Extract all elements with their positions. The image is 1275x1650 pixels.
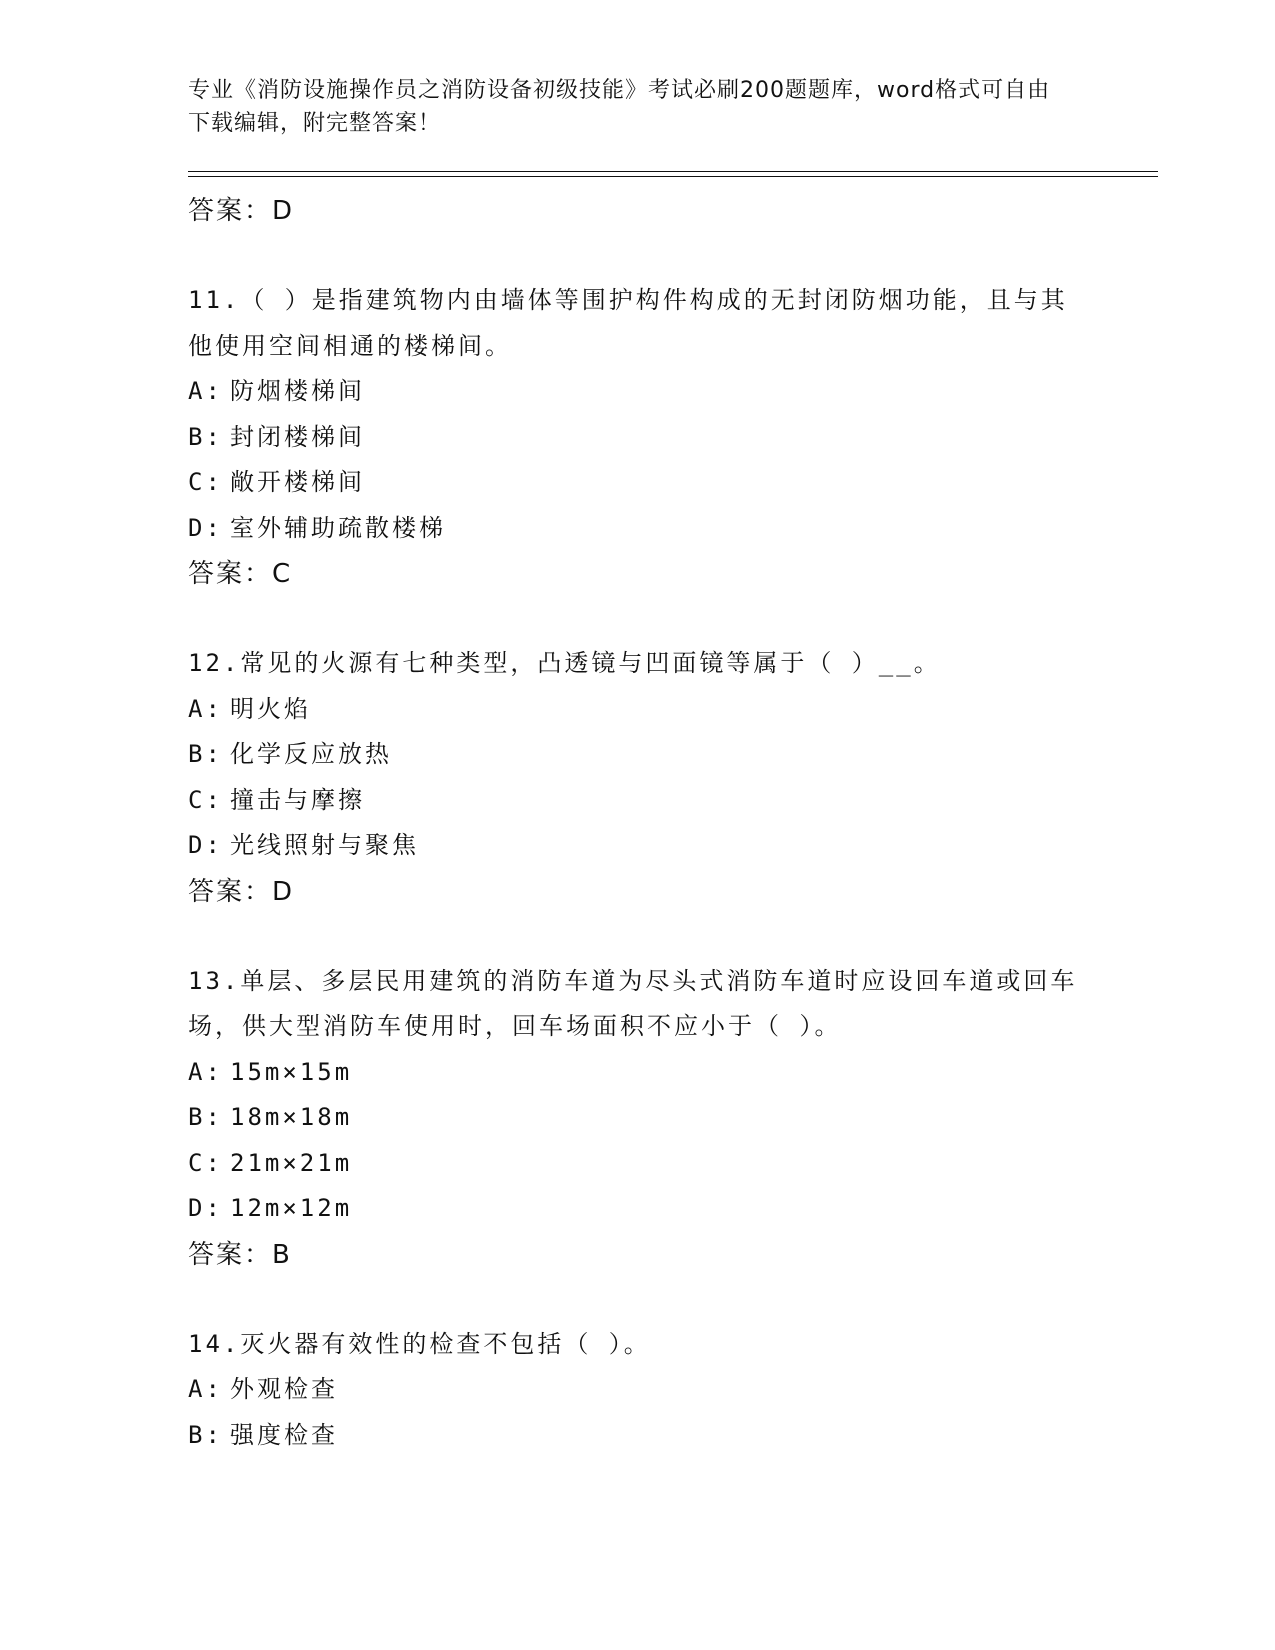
option-text: 撞击与摩擦 [230, 785, 365, 814]
option-a [188, 369, 1088, 415]
option-c [188, 1141, 1088, 1187]
header-rule-bottom [188, 176, 1158, 177]
option-text: 防烟楼梯间 [230, 377, 365, 405]
option-text: 外观检查 [230, 1375, 338, 1403]
document-header: 专业《消防设施操作员之消防设备初级技能》考试必刷200题题库，word格式可自由下载编辑，附完整答案！ [188, 78, 1051, 136]
option-key: B: [188, 1420, 223, 1449]
question-stem: 11.（ ）是指建筑物内由墙体等围护构件构成的无封闭防烟功能，且与其他使用空间相通的楼梯间。 [188, 286, 1068, 360]
option-key: B: [188, 422, 223, 451]
option-text: 封闭楼梯间 [230, 422, 365, 451]
option-text: 化学反应放热 [230, 740, 392, 768]
option-key: D: [188, 831, 223, 859]
option-key: D: [188, 1194, 223, 1222]
option-text: 明火焰 [230, 694, 311, 723]
question-list [188, 188, 1088, 1458]
option-key: C: [188, 785, 223, 814]
option-b [188, 1413, 1088, 1459]
option-key: B: [188, 1103, 223, 1131]
question-14 [188, 1322, 1088, 1459]
option-text: 15m×15m [230, 1057, 353, 1086]
option-text: 室外辅助疏散楼梯 [230, 513, 446, 542]
option-b [188, 732, 1088, 778]
option-a [188, 1050, 1088, 1096]
question-answer: 答案：D [188, 876, 295, 907]
question-stem: 14.灭火器有效性的检查不包括（ ）。 [188, 1329, 651, 1358]
question-11 [188, 278, 1088, 597]
question-13 [188, 959, 1088, 1278]
question-answer: 答案：C [188, 559, 293, 589]
option-key: A: [188, 1057, 223, 1086]
previous-answer: 答案：D [188, 196, 295, 226]
option-d [188, 823, 1088, 869]
option-key: C: [188, 1148, 223, 1177]
option-text: 18m×18m [230, 1103, 353, 1131]
option-c [188, 460, 1088, 506]
option-text: 强度检查 [230, 1420, 338, 1449]
option-b [188, 1095, 1088, 1141]
question-stem: 12.常见的火源有七种类型，凸透镜与凹面镜等属于（ ）__。 [188, 649, 941, 677]
option-key: A: [188, 377, 223, 405]
option-text: 光线照射与聚焦 [230, 831, 419, 859]
option-text: 敞开楼梯间 [230, 468, 365, 496]
option-key: C: [188, 468, 223, 496]
option-key: A: [188, 1375, 223, 1403]
question-answer: 答案：B [188, 1239, 292, 1270]
header-rule-top [188, 171, 1158, 172]
option-d [188, 506, 1088, 552]
option-a [188, 1367, 1088, 1413]
option-c [188, 778, 1088, 824]
option-key: A: [188, 694, 223, 723]
option-a [188, 687, 1088, 733]
option-key: D: [188, 513, 223, 542]
option-b [188, 415, 1088, 461]
option-key: B: [188, 740, 223, 768]
option-text: 12m×12m [230, 1194, 353, 1222]
option-d [188, 1186, 1088, 1232]
question-stem: 13.单层、多层民用建筑的消防车道为尽头式消防车道时应设回车道或回车场，供大型消防车使用时，回车场面积不应小于（ ）。 [188, 966, 1078, 1040]
option-text: 21m×21m [230, 1148, 353, 1177]
question-12 [188, 641, 1088, 915]
